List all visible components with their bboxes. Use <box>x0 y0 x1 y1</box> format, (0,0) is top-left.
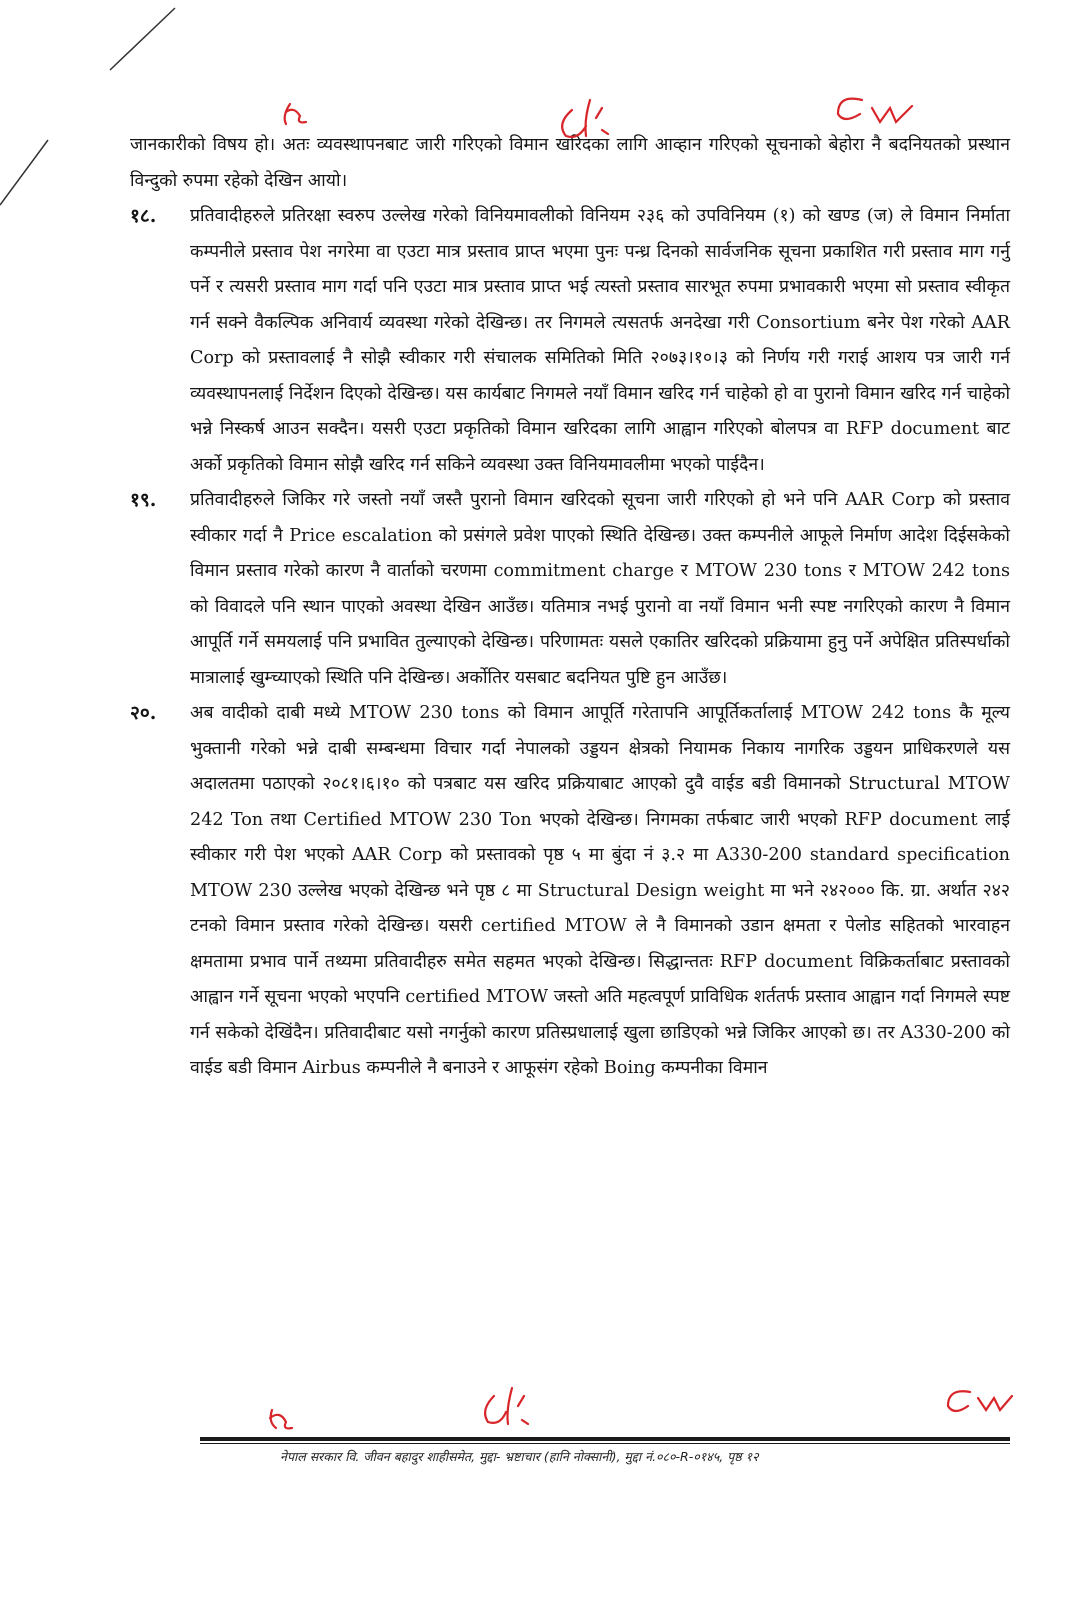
footer-divider <box>200 1437 1010 1441</box>
footer-divider-thin <box>200 1443 1010 1444</box>
paragraph-19 <box>130 483 1010 696</box>
page-footer: नेपाल सरकार वि. जीवन बहादुर शाहीसमेत, मुद्दा- भ्रष्टाचार (हानि नोक्सानी), मुद्दा नं.०८०-R-०१४५, पृष्ठ १२ <box>280 1449 759 1464</box>
paragraph-text: प्रतिवादीहरुले जिकिर गरे जस्तो नयाँ जस्तै पुरानो विमान खरिदको सूचना जारी गरिएको हो भने पनि AAR Corp को प्रस्ताव स्वीकार गर्दा नै Price escalation को प्रसंगले प्रवेश पाएको स्थिति देखिन्छ। उक्त कम्पनीले आफूले निर्माण आदेश दिईसकेको विमान प्रस्ताव गरेको कारण नै वार्ताको चरणमा commitment charge र MTOW 230 tons र MTOW 242 tons को विवादले पनि स्थान पाएको अवस्था देखिन आउँछ। यतिमात्र नभई पुरानो वा नयाँ विमान भनी स्पष्ट नगरिएको कारण नै विमान आपूर्ति गर्ने समयलाई पनि प्रभावित तुल्याएको देखिन्छ। परिणामतः यसले एकातिर खरिदको प्रक्रियामा हुनु पर्ने अपेक्षित प्रतिस्पर्धाको मात्रालाई खुम्च्याएको स्थिति पनि देखिन्छ। अर्कोतिर यसबाट बदनियत पुष्टि हुन आउँछ। <box>190 490 1010 688</box>
initial-mark-4 <box>270 1410 292 1428</box>
initial-mark-5 <box>485 1388 528 1424</box>
paragraph-text: अब वादीको दाबी मध्ये MTOW 230 tons को विमान आपूर्ति गरेतापनि आपूर्तिकर्तालाई MTOW 242 tons कै मूल्य भुक्तानी गरेको भन्ने दाबी सम्बन्धमा विचार गर्दा नेपालको उड्डयन क्षेत्रको नियामक निकाय नागरिक उड्डयन प्राधिकरणले यस अदालतमा पठाएको २०८१।६।१० को पत्रबाट यस खरिद प्रक्रियाबाट आएको दुवै वाईड बडी विमानको Structural MTOW 242 Ton तथा Certified MTOW 230 Ton भएको देखिन्छ। निगमका तर्फबाट जारी भएको RFP document लाई स्वीकार गरी पेश भएको AAR Corp को प्रस्तावको पृष्ठ ५ मा बुंदा नं ३.२ मा A330-200 standard specification MTOW 230 उल्लेख भएको देखिन्छ भने पृष्ठ ८ मा Structural Design weight मा भने २४२००० कि. ग्रा. अर्थात २४२ टनको विमान प्रस्ताव गरेको देखिन्छ। यसरी certified MTOW ले नै विमानको उडान क्षमता र पेलोड सहितको भारवाहन क्षमतामा प्रभाव पार्ने तथ्यमा प्रतिवादीहरु समेत सहमत भएको देखिन्छ। सिद्धान्ततः RFP document विक्रिकर्ताबाट प्रस्तावको आह्वान गर्ने सूचना भएको भएपनि certified MTOW जस्तो अति महत्वपूर्ण प्राविधिक शर्ततर्फ प्रस्ताव आह्वान गर्दा निगमले स्पष्ट गर्न सकेको देखिंदैन। प्रतिवादीबाट यसो नगर्नुको कारण प्रतिस्प्रधालाई खुला छाडिएको भन्ने जिकिर आएको छ। तर A330-200 को वाईड बडी विमान Airbus कम्पनीले नै बनाउने र आफूसंग रहेको Boing कम्पनीका विमान <box>190 703 1010 1078</box>
initial-mark-1 <box>285 104 306 124</box>
paragraph-18 <box>130 199 1010 483</box>
intro-paragraph: जानकारीको विषय हो। अतः व्यवस्थापनबाट जारी गरिएको विमान खरिदका लागि आव्हान गरिएको सूचनाको बेहोरा नै बदनियतको प्रस्थान विन्दुको रुपमा रहेको देखिन आयो। <box>130 135 1010 191</box>
initial-mark-3 <box>838 99 912 122</box>
document-body <box>130 128 1010 1087</box>
paragraph-text: प्रतिवादीहरुले प्रतिरक्षा स्वरुप उल्लेख गरेको विनियमावलीको विनियम २३६ को उपविनियम (१) को खण्ड (ज) ले विमान निर्माता कम्पनीले प्रस्ताव पेश नगरेमा वा एउटा मात्र प्रस्ताव प्राप्त भएमा पुनः पन्ध्र दिनको सार्वजनिक सूचना प्रकाशित गरी प्रस्ताव माग गर्नु पर्ने र त्यसरी प्रस्ताव माग गर्दा पनि एउटा मात्र प्रस्ताव प्राप्त भई त्यस्तो प्रस्ताव सारभूत रुपमा प्रभावकारी भएमा सो प्रस्ताव स्वीकृत गर्न सक्ने वैकल्पिक अनिवार्य व्यवस्था गरेको देखिन्छ। तर निगमले त्यसतर्फ अनदेखा गरी Consortium बनेर पेश गरेको AAR Corp को प्रस्तावलाई नै सोझै स्वीकार गरी संचालक समितिको मिति २०७३।१०।३ को निर्णय गरी गराई आशय पत्र जारी गर्न व्यवस्थापनलाई निर्देशन दिएको देखिन्छ। यस कार्यबाट निगमले नयाँ विमान खरिद गर्न चाहेको हो वा पुरानो विमान खरिद गर्न चाहेको भन्ने निस्कर्ष आउन सक्दैन। यसरी एउटा प्रकृतिको विमान खरिदका लागि आह्वान गरिएको बोलपत्र वा RFP document बाट अर्को प्रकृतिको विमान सोझै खरिद गर्न सकिने व्यवस्था उक्त विनियमावलीमा भएको पाईदैन। <box>190 206 1010 475</box>
paragraph-number: १८. <box>130 205 157 227</box>
paragraph-number: २०. <box>130 702 157 724</box>
paragraph-number: १९. <box>130 489 157 511</box>
initial-mark-6 <box>948 1391 1012 1411</box>
paragraph-20 <box>130 696 1010 1087</box>
